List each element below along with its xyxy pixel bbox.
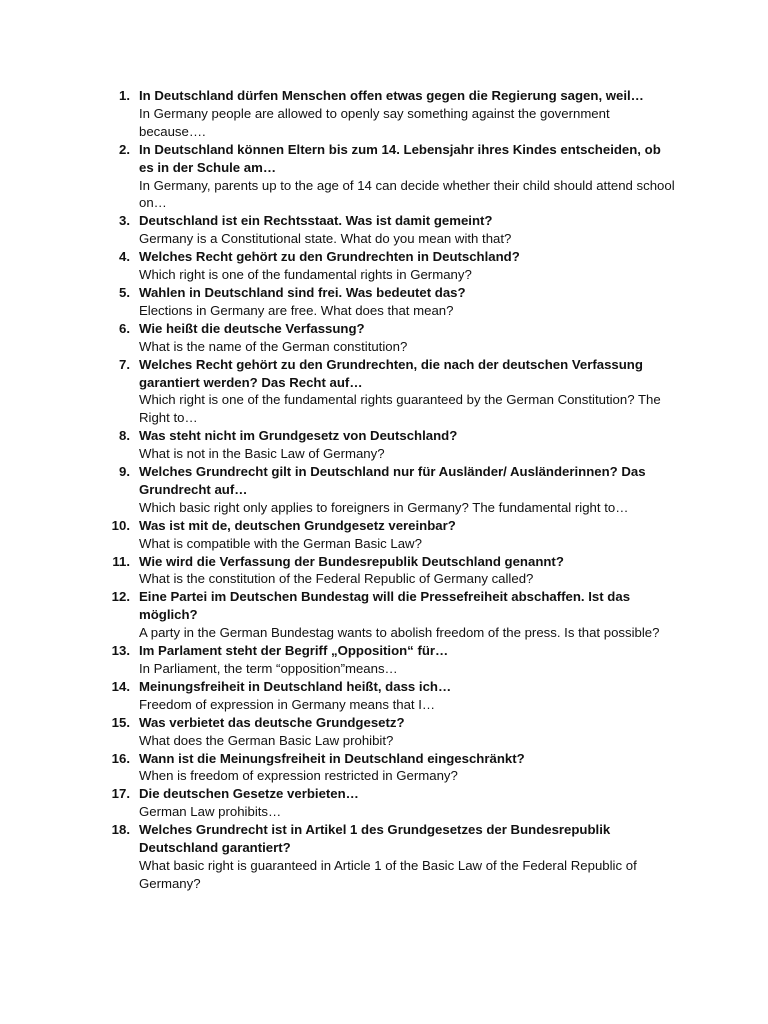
question-german: Was verbietet das deutsche Grundgesetz? bbox=[139, 714, 405, 730]
question-number: 2. bbox=[119, 141, 130, 157]
question-number: 8. bbox=[119, 428, 130, 444]
question-german: Was steht nicht im Grundgesetz von Deutschland? bbox=[139, 428, 458, 444]
question-english: What basic right is guaranteed in Article 1 of the Basic Law of the Federal Republic of Germany? bbox=[139, 857, 637, 891]
question-english: What is not in the Basic Law of Germany? bbox=[139, 446, 385, 462]
question-number: 9. bbox=[119, 464, 130, 480]
question-german: Die deutschen Gesetze verbieten… bbox=[139, 786, 359, 802]
question-item bbox=[0, 427, 768, 463]
question-item bbox=[0, 553, 768, 589]
question-item bbox=[0, 714, 768, 750]
question-english: A party in the German Bundestag wants to abolish freedom of the press. Is that possible? bbox=[139, 625, 660, 641]
question-number: 12. bbox=[111, 589, 130, 605]
question-english: What is the constitution of the Federal Republic of Germany called? bbox=[139, 571, 534, 587]
question-german: Was ist mit de, deutschen Grundgesetz vereinbar? bbox=[139, 517, 456, 533]
question-english: Elections in Germany are free. What does that mean? bbox=[139, 302, 454, 318]
question-german: Wie wird die Verfassung der Bundesrepublik Deutschland genannt? bbox=[139, 553, 564, 569]
question-english: German Law prohibits… bbox=[139, 804, 282, 820]
question-german: In Deutschland können Eltern bis zum 14. Lebensjahr ihres Kindes entscheiden, ob es in der Schule am… bbox=[139, 141, 661, 175]
question-german: Welches Recht gehört zu den Grundrechten in Deutschland? bbox=[139, 249, 520, 265]
question-number: 6. bbox=[119, 320, 130, 336]
question-english: Germany is a Constitutional state. What do you mean with that? bbox=[139, 231, 512, 247]
question-number: 14. bbox=[111, 678, 130, 694]
question-item bbox=[0, 463, 768, 517]
question-item bbox=[0, 785, 768, 821]
question-english: In Germany people are allowed to openly say something against the government because…. bbox=[139, 105, 610, 139]
question-english: What does the German Basic Law prohibit? bbox=[139, 732, 394, 748]
question-german: Wahlen in Deutschland sind frei. Was bedeutet das? bbox=[139, 284, 466, 300]
question-german: Wann ist die Meinungsfreiheit in Deutschland eingeschränkt? bbox=[139, 750, 525, 766]
question-item bbox=[0, 821, 768, 893]
question-number: 10. bbox=[111, 517, 130, 533]
question-item bbox=[0, 356, 768, 428]
question-german: In Deutschland dürfen Menschen offen etwas gegen die Regierung sagen, weil… bbox=[139, 88, 644, 103]
question-item bbox=[0, 320, 768, 356]
question-item bbox=[0, 517, 768, 553]
question-number: 3. bbox=[119, 213, 130, 229]
question-item bbox=[0, 212, 768, 248]
question-english: When is freedom of expression restricted in Germany? bbox=[139, 768, 458, 784]
question-english: Freedom of expression in Germany means that I… bbox=[139, 696, 436, 712]
question-item bbox=[0, 678, 768, 714]
question-list bbox=[0, 87, 768, 893]
question-english: In Parliament, the term “opposition”means… bbox=[139, 661, 398, 676]
question-german: Welches Recht gehört zu den Grundrechten, die nach der deutschen Verfassung garantiert werden? Das Recht auf… bbox=[139, 356, 643, 390]
question-german: Welches Grundrecht gilt in Deutschland nur für Ausländer/ Ausländerinnen? Das Grundrecht auf… bbox=[139, 464, 646, 497]
question-number: 1. bbox=[119, 88, 130, 103]
question-item bbox=[0, 87, 768, 141]
question-number: 13. bbox=[111, 643, 130, 659]
question-number: 5. bbox=[119, 284, 130, 300]
question-number: 11. bbox=[112, 553, 130, 569]
question-item bbox=[0, 642, 768, 678]
question-item bbox=[0, 141, 768, 213]
question-number: 16. bbox=[111, 750, 130, 766]
question-english: Which right is one of the fundamental rights guaranteed by the German Constitution? The Right to… bbox=[139, 392, 661, 426]
question-item bbox=[0, 284, 768, 320]
question-german: Eine Partei im Deutschen Bundestag will die Pressefreiheit abschaffen. Ist das möglich? bbox=[139, 589, 631, 623]
question-item bbox=[0, 248, 768, 284]
question-german: Wie heißt die deutsche Verfassung? bbox=[139, 320, 365, 336]
question-number: 15. bbox=[111, 714, 130, 730]
question-english: In Germany, parents up to the age of 14 can decide whether their child should attend school on… bbox=[139, 177, 675, 211]
question-number: 18. bbox=[111, 822, 130, 838]
question-number: 7. bbox=[119, 356, 130, 372]
question-number: 4. bbox=[119, 249, 130, 265]
question-german: Meinungsfreiheit in Deutschland heißt, dass ich… bbox=[139, 678, 452, 694]
question-english: What is the name of the German constitution? bbox=[139, 338, 408, 354]
question-english: What is compatible with the German Basic Law? bbox=[139, 535, 422, 551]
question-item bbox=[0, 750, 768, 786]
question-german: Im Parlament steht der Begriff „Opposition“ für… bbox=[139, 643, 449, 659]
question-english: Which basic right only applies to foreigners in Germany? The fundamental right to… bbox=[139, 499, 629, 515]
question-item bbox=[0, 588, 768, 642]
question-number: 17. bbox=[111, 786, 130, 802]
question-german: Deutschland ist ein Rechtsstaat. Was ist damit gemeint? bbox=[139, 213, 493, 229]
question-english: Which right is one of the fundamental rights in Germany? bbox=[139, 267, 472, 283]
question-german: Welches Grundrecht ist in Artikel 1 des Grundgesetzes der Bundesrepublik Deutschland garantiert? bbox=[139, 822, 611, 856]
